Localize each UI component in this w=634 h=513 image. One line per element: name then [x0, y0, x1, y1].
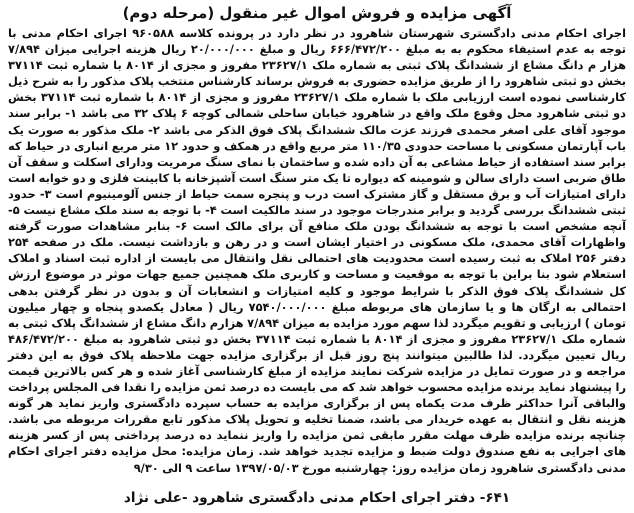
- notice-title: آگهی مزایده و فروش اموال غیر منقول (مرحله دوم): [122, 4, 512, 22]
- notice-signature: ۶۴۱- دفتر اجرای احکام مدنی دادگستری شاهرود -علی نژاد: [123, 490, 511, 506]
- notice-body-text: اجرای احکام مدنی دادگستری شهرستان شاهرود در نظر دارد در پرونده کلاسه ۹۶۰۵۸۸ اجرای احکام مدنی با توجه به عدم استیفاء محکوم به به مبلغ ۶۶۶/۴۷۲/۲۰۰ ریال و مبلغ ۲۰/۰۰۰/۰۰۰ ریال هزینه اجرایی میزان ۷/۸۹۴ هزار م دانگ مشاع از ششدانگ پلاک ثبتی به شماره ملک ۲۳۶۲۷/۱ مفروز و مجزی از ۸۰۱۴ با شماره ثبت ۳۷۱۱۴ بخش دو ثبتی شاهرود را از طریق مزایده حضوری به فروش برساند کارشناس منتخب پلاک مذکور را به شرح ذیل کارشناسی نموده است ارزیابی ملک با شماره ملک ۲۳۶۲۷/۱ مفروز و مجزی از ۸۰۱۴ با شماره ثبت ۳۷۱۱۴ بخش دو ثبتی شاهرود محل وقوع ملک واقع در شاهرود خیابان ساحلی شمالی کوچه ۶ پلاک ۳۲ می باشد ۱- برابر سند موجود آقای علی اصغر محمدی فرزند عزت مالک ششدانگ پلاک فوق الذکر می باشد ۲- ملک مذکور به صورت یک باب آپارتمان مسکونی با مساحت حدودی ۱۱۰/۳۵ متر مربع واقع در همکف و حدود ۱۲ متر مربع انباری در حیاط که برابر سند استفاده از حیاط مشاعی به آن داده شده و ساختمان با نمای سنگ مرمریت ودارای اسکلت و سقف آن طاق ضربی است دارای سالن و شومینه که دیواره تا یک متر سنگ است آشپزخانه با کابینت فلزی و دو خوابه است دارای امتیازات آب و برق مستقل و گاز مشترک است درب و پنجره سمت حیاط از جنس آلومینیوم است ۳- حدود ثبتی ششدانگ بررسی گردید و برابر مندرجات موجود در سند مالکیت است ۴- با توجه به سند ملک مشاع نیست ۵- آنچه مشخص است با توجه به ششدانگ بودن ملک منافع آن برای مالک است ۶- بنابر مشاهدات صورت گرفته واظهارات آقای محمدی، ملک مسکونی در اختیار ایشان است و در رهن و بازداشت نیست. ملک در صفحه ۲۵۴ دفتر ۲۵۶ املاک به ثبت رسیده است محدودیت های احتمالی نقل وانتقال می بایست از اداره ثبت اسناد و املاک استعلام شود بنا براین با توجه به موقعیت و مساحت و کاربری ملک همچنین جمیع جهات موثر در موضوع ارزش کل ششدانگ پلاک فوق الذکر با شرایط موجود و کلیه امتیازات و انشعابات آن و بدون در نظر گرفتن بدهی احتمالی به ارگان ها و یا سازمان های مربوطه مبلغ ۷۵۴۰/۰۰۰/۰۰۰ ریال ( معادل یکصدو پنجاه و چهار میلیون تومان ) ارزیابی و تقویم میگردد لذا سهم مورد مزایده به میزان ۷/۸۹۴ هزارم دانگ مشاع از ششدانگ پلاک ثبتی به شماره ملک ۲۳۶۲۷/۱ مفروز و مجزی از ۸۰۱۴ با شماره ثبت ۳۷۱۱۴ بخش دو ثبتی شاهرود به مبلغ ۴۸۶/۴۷۲/۲۰۰ ریال تعیین میگردد. لذا طالبین میتوانند پنج روز قبل از برگزاری مزایده جهت ملاحظه پلاک فوق به این دفتر مراجعه و در صورت تمایل در مزایده شرکت نمایند مزایده از مبلغ کارشناسی آغاز شده و هر کس بالاترین قیمت را پیشنهاد نماید برنده مزایده محسوب خواهد شد که می بایست ده درصد ثمن مزایده را نقدا فی المجلس پرداخت والباقی آنرا حداکثر ظرف مدت یکماه پس از برگزاری مزایده به حساب سپرده دادگستری واریز نماید هر گونه هزینه نقل و انتقال به عهده خریدار می باشد، ضمنا تخلیه و تحویل پلاک مذکور تابع مقررات مربوطه می باشد. چنانچه برنده مزایده ظرف مهلت مقرر مابقی ثمن مزایده را واریز ننماید ده درصد پرداختی پس از کسر هزینه های اجرایی به نفع صندوق دولت ضبط و مزایده تجدید خواهد شد. زمان مزایده: محل مزایده دفتر اجرای احکام مدنی دادگستری شاهرود زمان مزایده روز: چهارشنبه مورخ ۱۳۹۷/۰۵/۰۳ ساعت ۹ الی ۹/۳۰: [8, 26, 627, 475]
